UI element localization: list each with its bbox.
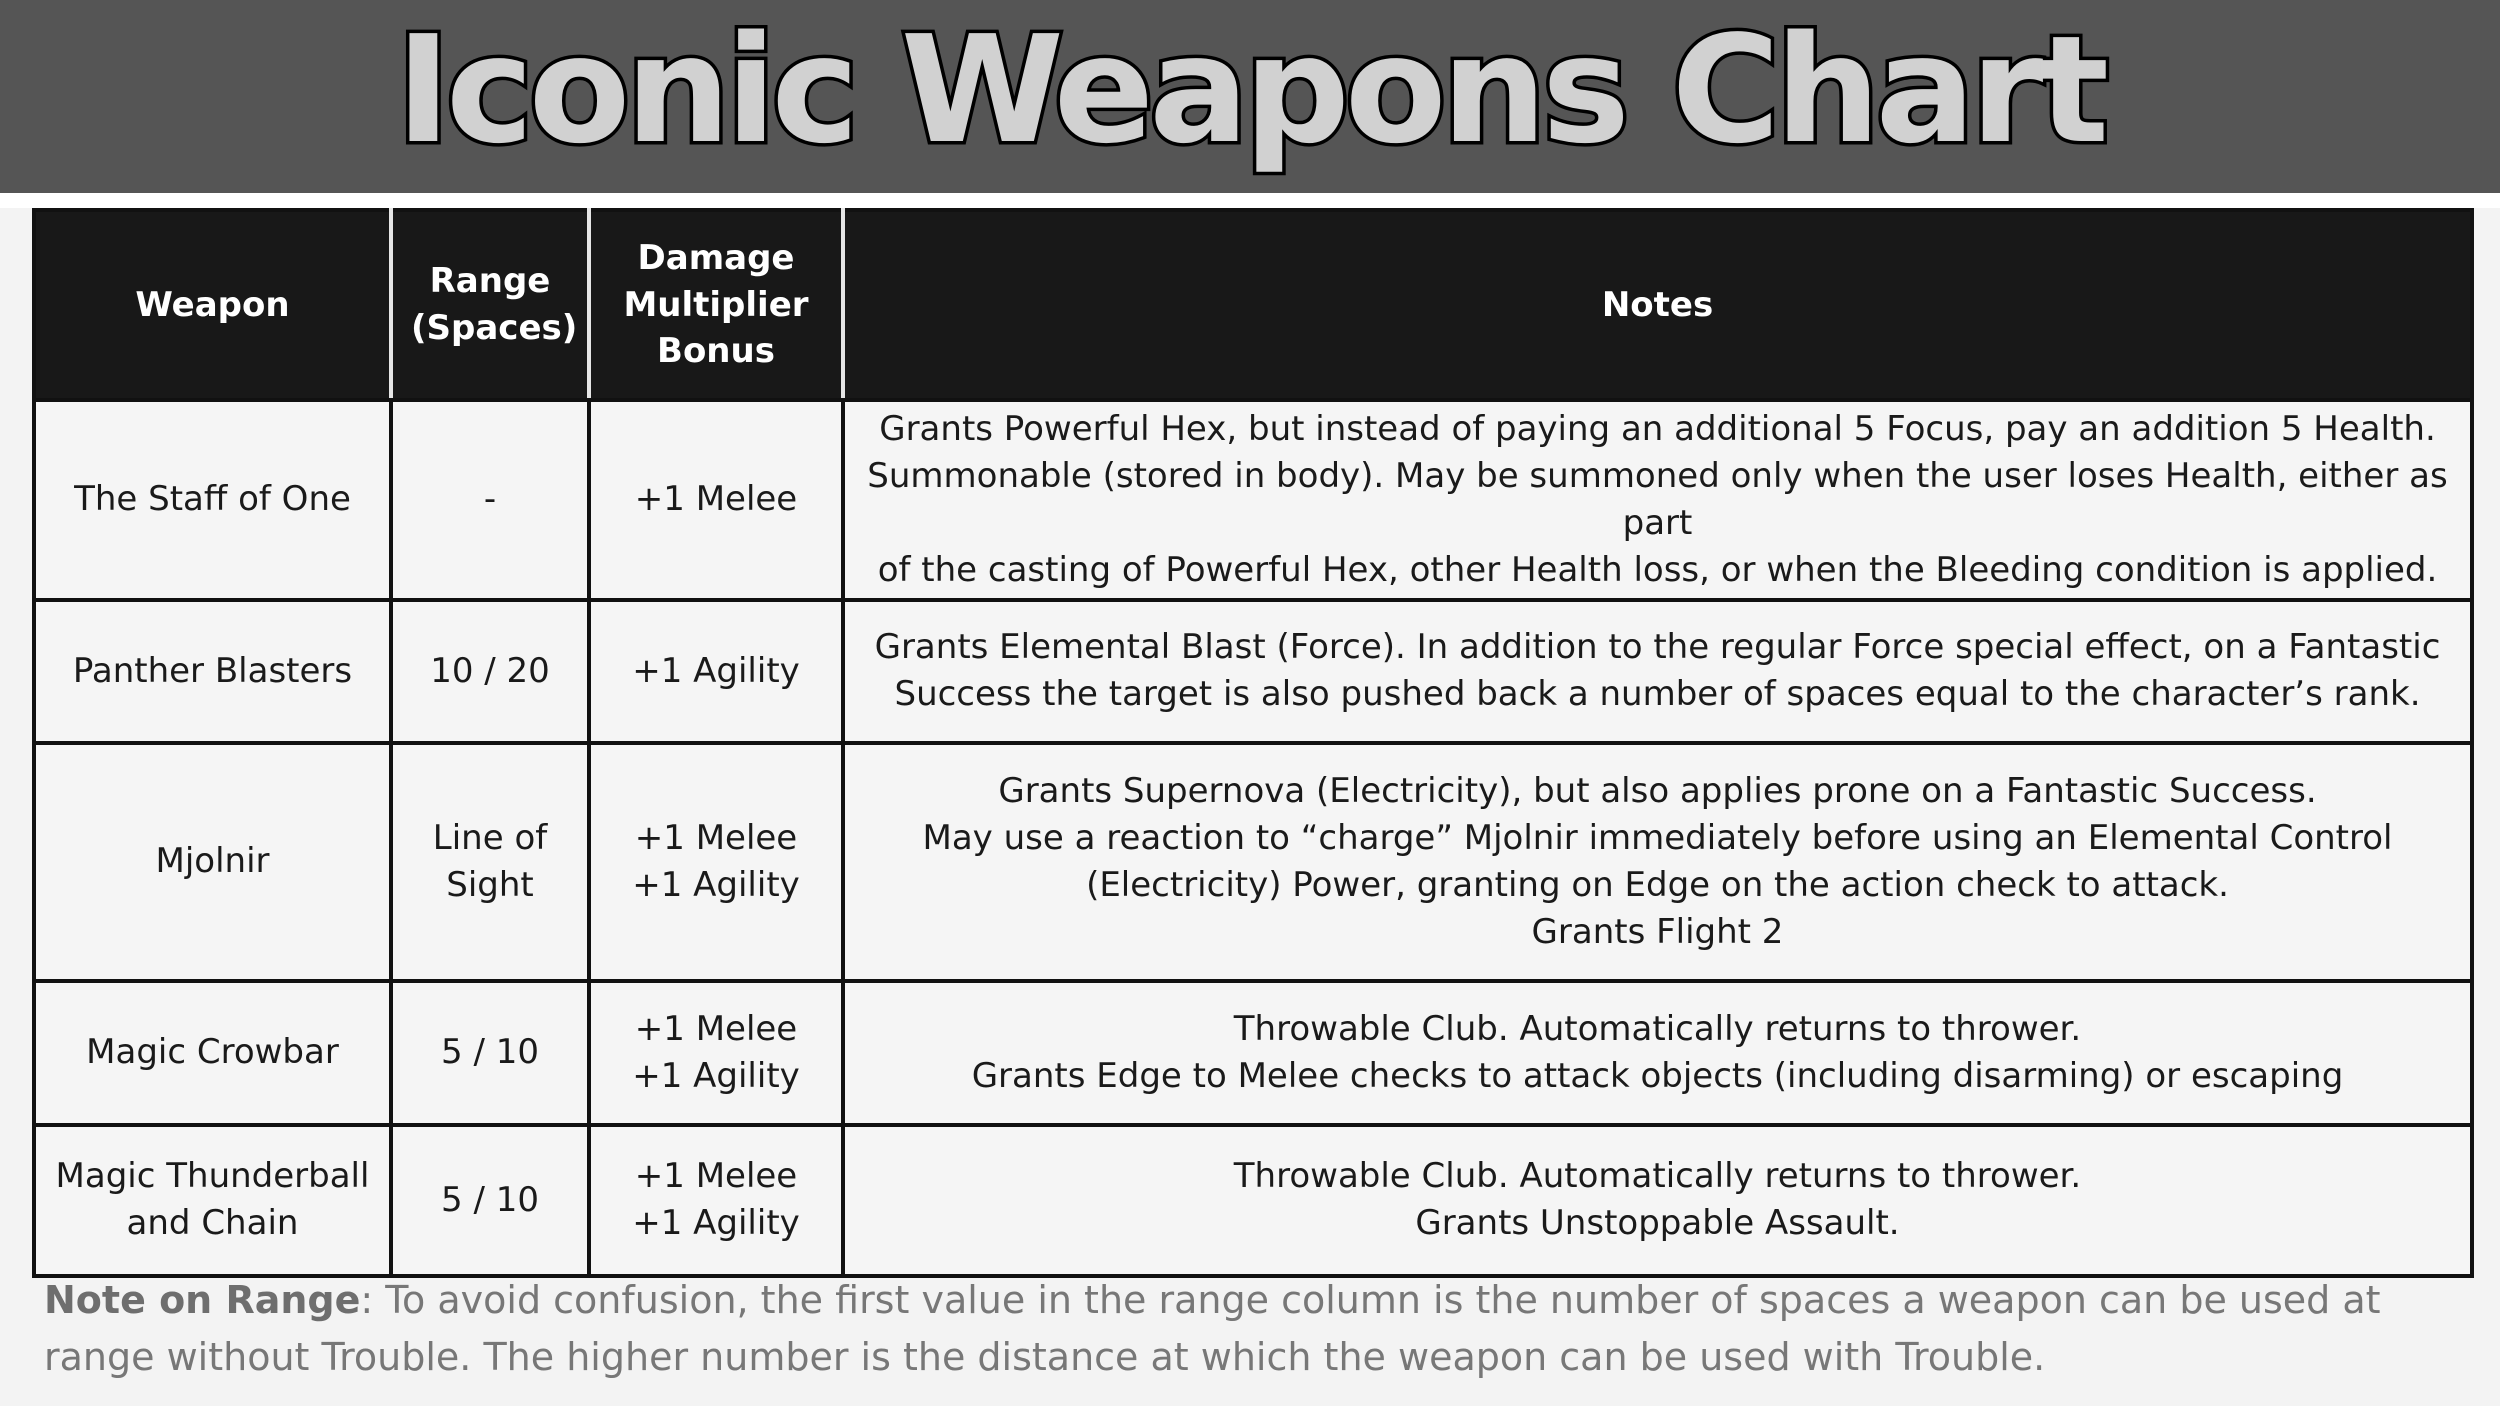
title-banner (0, 0, 2500, 200)
weapon-cell (34, 600, 391, 743)
damage-cell (589, 743, 843, 981)
weapons-table (32, 208, 2474, 1278)
range-value: 5 / 10 (441, 1179, 539, 1220)
notes-line: Summonable (stored in body). May be summoned only when the user loses Health, either as part (867, 455, 2448, 543)
notes-line: Grants Powerful Hex, but instead of paying an additional 5 Focus, pay an addition 5 Health. (879, 409, 2436, 449)
notes-cell (843, 743, 2472, 981)
notes-line: of the casting of Powerful Hex, other Health loss, or when the Bleeding condition is applied. (877, 549, 2438, 590)
header-weapon (34, 210, 391, 400)
weapon-name: Panther Blasters (72, 650, 353, 691)
weapon-name: Magic Thunderball (55, 1156, 370, 1197)
notes-cell (843, 600, 2472, 743)
range-cell (391, 600, 589, 743)
weapon-name: and Chain (126, 1203, 299, 1244)
damage-value: +1 Melee (634, 1008, 798, 1049)
header-damage-line: Multiplier (623, 284, 809, 325)
header-damage (589, 210, 843, 400)
range-cell (391, 1125, 589, 1276)
range-cell (391, 981, 589, 1125)
notes-line: Throwable Club. Automatically returns to thrower. (1233, 1156, 2082, 1197)
header-range-line: Range (429, 261, 551, 302)
table-row (34, 981, 2472, 1125)
notes-line: Grants Edge to Melee checks to attack objects (including disarming) or escaping (971, 1055, 2344, 1096)
range-value: 5 / 10 (441, 1032, 539, 1073)
range-note-label: Note on Range (44, 1278, 361, 1322)
weapon-cell (34, 1125, 391, 1276)
damage-cell (589, 600, 843, 743)
table-row (34, 743, 2472, 981)
header-row (34, 210, 2472, 400)
weapon-name: Mjolnir (155, 841, 270, 882)
damage-value: +1 Agility (632, 650, 800, 691)
range-value: 10 / 20 (430, 650, 550, 691)
table-row (34, 600, 2472, 743)
damage-value: +1 Melee (634, 1156, 798, 1197)
notes-cell (843, 1125, 2472, 1276)
damage-value: +1 Melee (634, 817, 798, 858)
weapon-cell (34, 981, 391, 1125)
header-range (391, 210, 589, 400)
header-notes-label: Notes (1601, 284, 1714, 325)
notes-line: Grants Elemental Blast (Force). In addition to the regular Force special effect, on a Fantastic (874, 627, 2441, 668)
damage-cell (589, 981, 843, 1125)
range-cell (391, 400, 589, 600)
range-value: Sight (446, 864, 534, 905)
header-damage-line: Bonus (657, 331, 775, 372)
notes-line: Success the target is also pushed back a number of spaces equal to the character’s rank. (894, 674, 2421, 715)
header-range-line: (Spaces) (411, 308, 578, 348)
damage-value: +1 Agility (632, 864, 800, 905)
damage-value: +1 Agility (632, 1055, 800, 1096)
notes-line: Grants Supernova (Electricity), but also applies prone on a Fantastic Success. (998, 770, 2317, 811)
weapon-name: Magic Crowbar (86, 1032, 339, 1073)
table-row (34, 1125, 2472, 1276)
range-value: Line of (432, 817, 548, 858)
divider (0, 200, 2500, 208)
header-weapon-label: Weapon (135, 284, 290, 325)
range-value: - (483, 479, 497, 520)
weapon-name: The Staff of One (74, 479, 351, 520)
notes-line: Throwable Club. Automatically returns to thrower. (1233, 1008, 2082, 1049)
notes-cell (843, 981, 2472, 1125)
damage-value: +1 Melee (634, 479, 798, 520)
header-notes (843, 210, 2472, 400)
table-row (34, 400, 2472, 600)
page-title: Iconic Weapons Chart (395, 3, 2105, 176)
header-damage-line: Damage (637, 237, 795, 278)
damage-value: +1 Agility (632, 1203, 800, 1244)
notes-line: (Electricity) Power, granting on Edge on the action check to attack. (1086, 864, 2229, 905)
notes-cell (843, 400, 2472, 600)
weapon-cell (34, 743, 391, 981)
notes-line: Grants Unstoppable Assault. (1415, 1203, 1900, 1244)
damage-cell (589, 1125, 843, 1276)
damage-cell (589, 400, 843, 600)
range-note (44, 1272, 2464, 1386)
notes-line: May use a reaction to “charge” Mjolnir immediately before using an Elemental Control (922, 817, 2393, 858)
notes-line: Grants Flight 2 (1531, 911, 1784, 952)
weapon-cell (34, 400, 391, 600)
range-note-text: : To avoid confusion, the first value in the range column is the number of spaces a weapon can be used at range without Trouble. The higher number is the distance at which the weapon can be used with Trouble. (44, 1278, 2381, 1379)
range-cell (391, 743, 589, 981)
